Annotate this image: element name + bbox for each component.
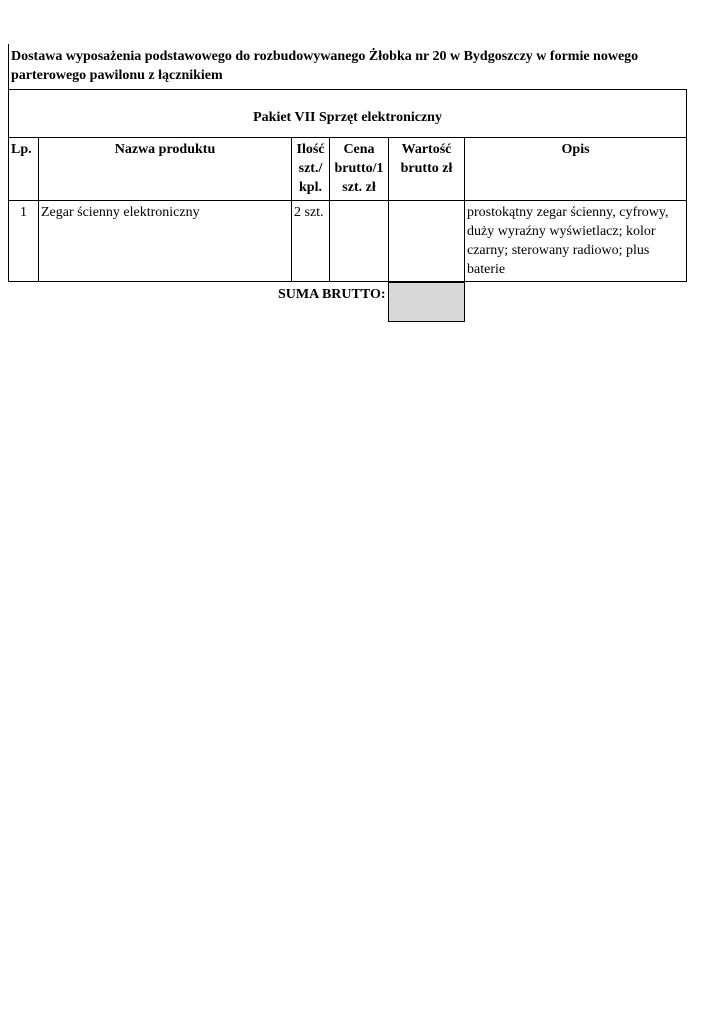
header-price: Cena brutto/1 szt. zł xyxy=(330,138,389,201)
cell-price[interactable] xyxy=(330,201,389,282)
sum-value-cell[interactable] xyxy=(388,283,464,322)
cell-desc: prostokątny zegar ścienny, cyfrowy, duży wyraźny wyświetlacz; kolor czarny; sterowany radiowo; plus baterie xyxy=(465,201,687,282)
header-name: Nazwa produktu xyxy=(39,138,292,201)
cell-lp: 1 xyxy=(9,201,39,282)
header-value: Wartość brutto zł xyxy=(389,138,465,201)
header-qty: Ilość szt./ kpl. xyxy=(292,138,330,201)
products-table xyxy=(8,89,687,282)
package-title: Pakiet VII Sprzęt elektroniczny xyxy=(9,90,687,138)
sum-label: SUMA BRUTTO: xyxy=(278,286,386,302)
cell-value[interactable] xyxy=(389,201,465,282)
cell-qty: 2 szt. xyxy=(292,201,330,282)
header-desc: Opis xyxy=(465,138,687,201)
sum-table xyxy=(8,282,686,322)
sum-spacer xyxy=(464,283,686,322)
header-row xyxy=(9,138,687,201)
header-lp: Lp. xyxy=(9,138,39,201)
cell-name: Zegar ścienny elektroniczny xyxy=(39,201,292,282)
document-heading: Dostawa wyposażenia podstawowego do rozbudowywanego Żłobka nr 20 w Bydgoszczy w formie nowego parterowego pawilonu z łącznikiem xyxy=(8,44,686,89)
table-row xyxy=(9,201,687,282)
sum-row xyxy=(8,283,686,322)
package-row xyxy=(9,90,687,138)
document-sheet xyxy=(8,44,686,322)
